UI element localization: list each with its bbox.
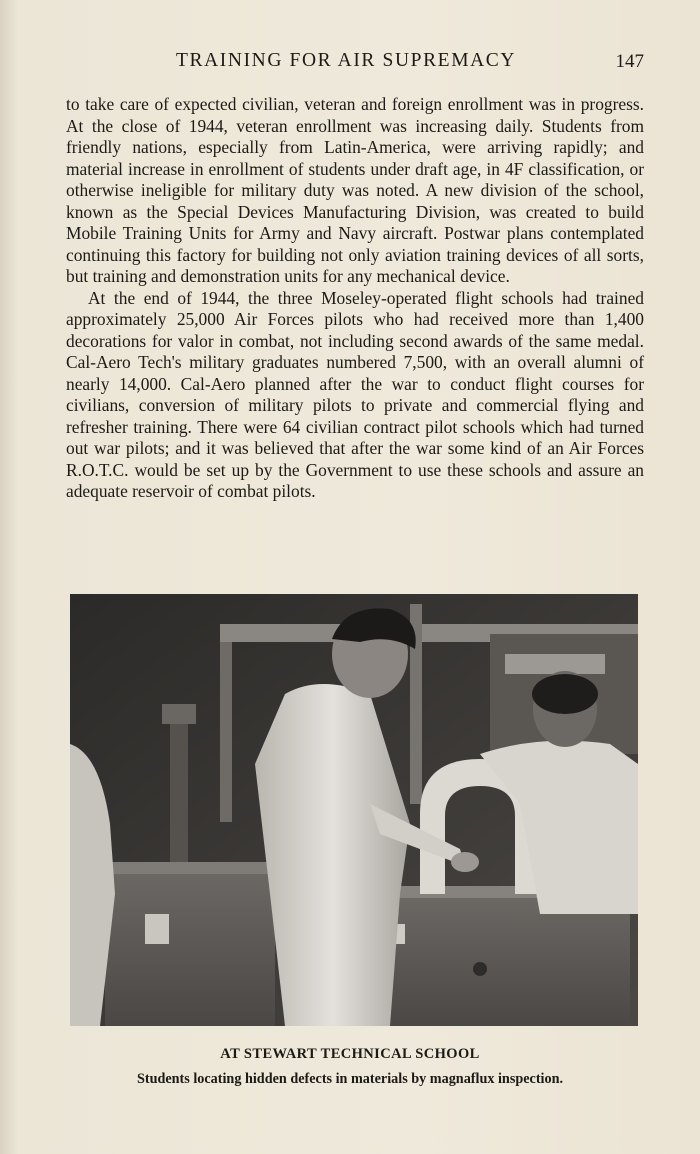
body-text bbox=[66, 94, 644, 503]
page-number: 147 bbox=[615, 51, 644, 72]
paragraph-2: At the end of 1944, the three Moseley-operated flight schools had trained approximately 25,000 Air Forces pilots who had received more than 1,400 decorations for valor in combat, not including second awards of the same medal. Cal-Aero Tech's military graduates numbered 7,500, with an overall alumni of nearly 14,000. Cal-Aero planned after the war to conduct flight courses for civilians, conversion of military pilots to private and commercial flying and refresher training. There were 64 civilian contract pilot schools which had turned out war pilots; and it was believed that after the war some kind of an Air Forces R.O.T.C. would be set up by the Government to use these schools and assure an adequate reservoir of combat pilots. bbox=[66, 287, 644, 501]
page-header bbox=[66, 50, 644, 78]
running-head: TRAINING FOR AIR SUPREMACY bbox=[176, 50, 517, 71]
paragraph-1: to take care of expected civilian, veteran and foreign enrollment was in progress. At the close of 1944, veteran enrollment was increasing daily. Students from friendly nations, especially from Latin-America, were arriving rapidly; and material increase in enrollment of students under draft age, in 4F classification, or otherwise ineligible for military duty was noted. A new division of the school, known as the Special Devices Manufacturing Division, was created to build Mobile Training Units for Army and Navy aircraft. Postwar plans contemplated continuing this factory for building not only aviation training devices of all sorts, but training and demonstration units for any mechanical device. bbox=[66, 94, 644, 286]
caption-title: AT STEWART TECHNICAL SCHOOL bbox=[220, 1046, 480, 1062]
caption-text: Students locating hidden defects in materials by magnaflux inspection. bbox=[136, 1071, 564, 1087]
photograph bbox=[70, 594, 638, 1026]
photo-illustration bbox=[70, 594, 638, 1026]
